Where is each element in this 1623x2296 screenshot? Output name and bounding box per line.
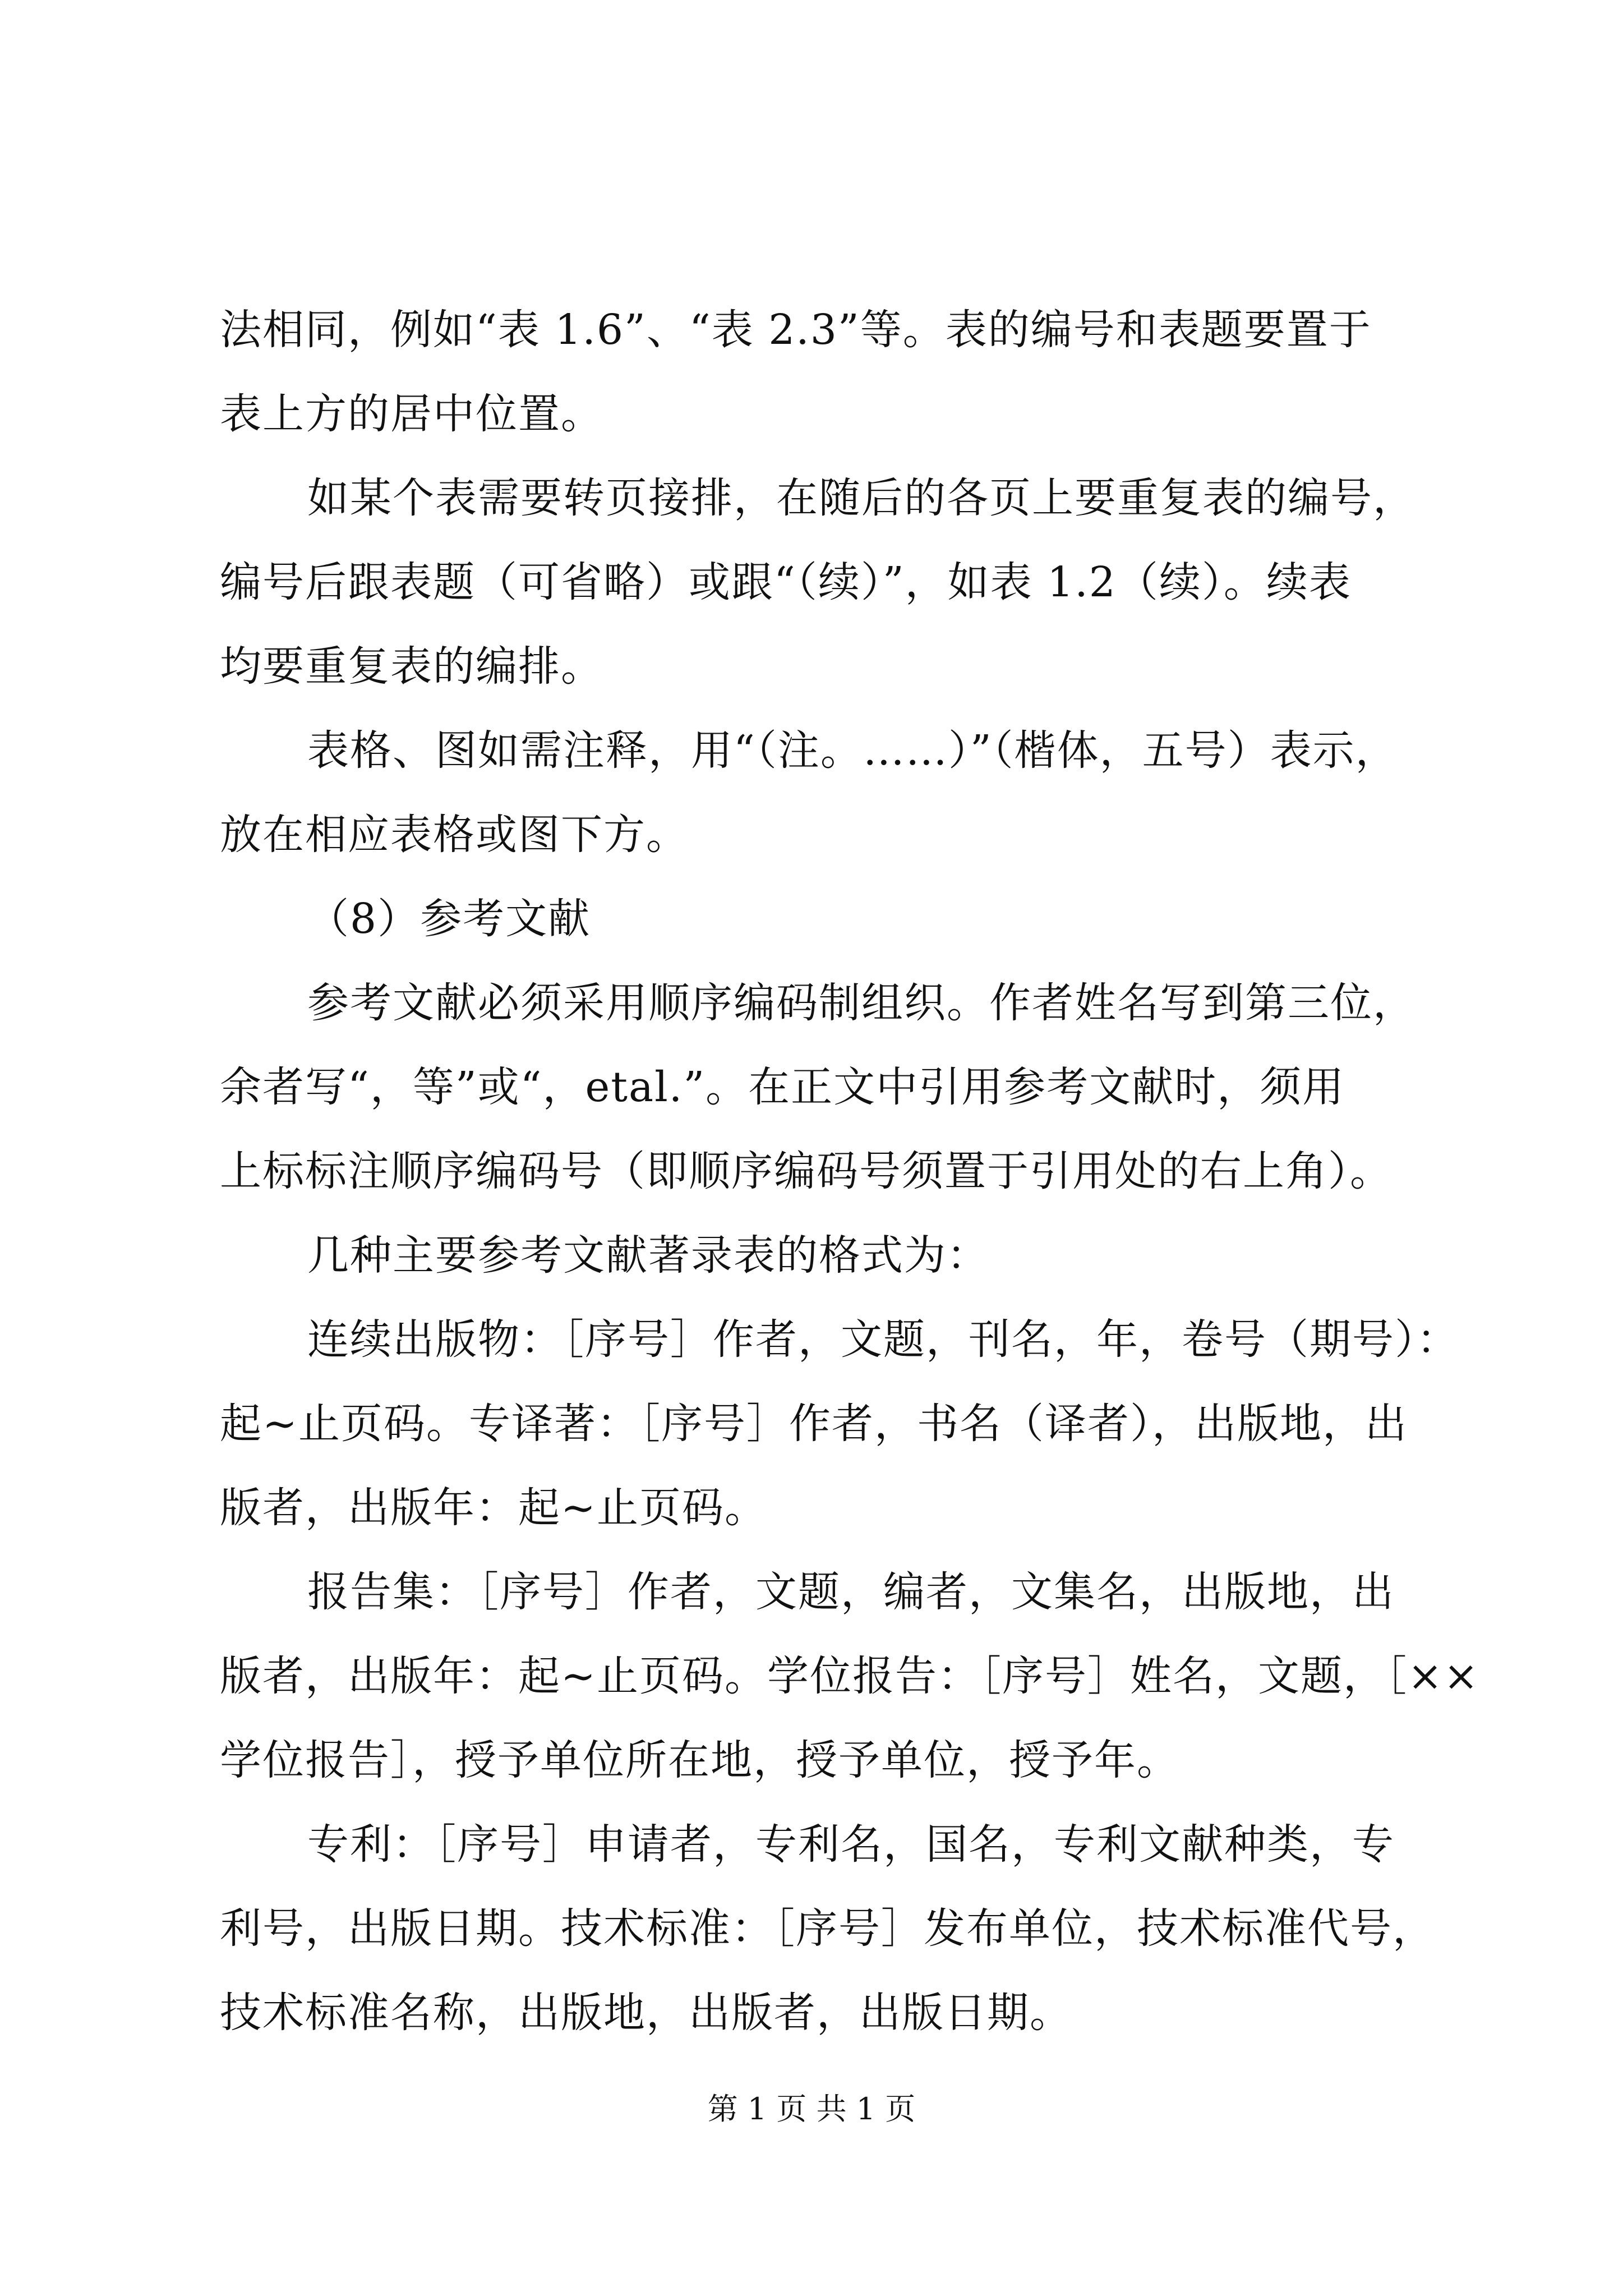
text-line: 利号，出版日期。技术标准：［序号］发布单位，技术标准代号，: [220, 1904, 1435, 1953]
section-heading: （8）参考文献: [307, 895, 591, 943]
text-line: 余者写“，等”或“，etal.”。在正文中引用参考文献时，须用: [220, 1063, 1345, 1111]
text-line: 如某个表需要转页接排，在随后的各页上要重复表的编号，: [307, 474, 1415, 522]
text-line: 法相同，例如“表 1.6”、“表 2.3”等。表的编号和表题要置于: [220, 306, 1372, 354]
text-line: 上标标注顺序编码号（即顺序编码号须置于引用处的右上角）。: [220, 1147, 1393, 1195]
text-line: 报告集：［序号］作者，文题，编者，文集名，出版地，出: [307, 1568, 1395, 1616]
page-footer: 第 1 页 共 1 页: [707, 2091, 916, 2127]
text-line: 版者，出版年：起~止页码。学位报告：［序号］姓名，文题，［××: [220, 1652, 1480, 1700]
text-line: 放在相应表格或图下方。: [220, 811, 689, 859]
text-line: 表格、图如需注释，用“（注。……）”（楷体，五号）表示，: [307, 726, 1398, 775]
text-line: 均要重复表的编排。: [220, 642, 603, 691]
text-line: 参考文献必须采用顺序编码制组织。作者姓名写到第三位，: [307, 979, 1415, 1027]
text-line: 连续出版物：［序号］作者，文题，刊名，年，卷号（期号）：: [307, 1315, 1459, 1364]
text-line: 起~止页码。专译著：［序号］作者，书名（译者），出版地，出: [220, 1400, 1408, 1448]
text-line: 几种主要参考文献著录表的格式为：: [307, 1231, 989, 1280]
text-line: 专利：［序号］申请者，专利名，国名，专利文献种类，专: [307, 1820, 1395, 1869]
text-line: 编号后跟表题（可省略）或跟“（续）”，如表 1.2（续）。续表: [220, 558, 1352, 606]
text-line: 版者，出版年：起~止页码。: [220, 1484, 768, 1532]
text-line: 表上方的居中位置。: [220, 390, 603, 438]
text-line: 技术标准名称，出版地，出版者，出版日期。: [220, 1989, 1072, 2037]
text-line: 学位报告］，授予单位所在地，授予单位，授予年。: [220, 1736, 1179, 1784]
